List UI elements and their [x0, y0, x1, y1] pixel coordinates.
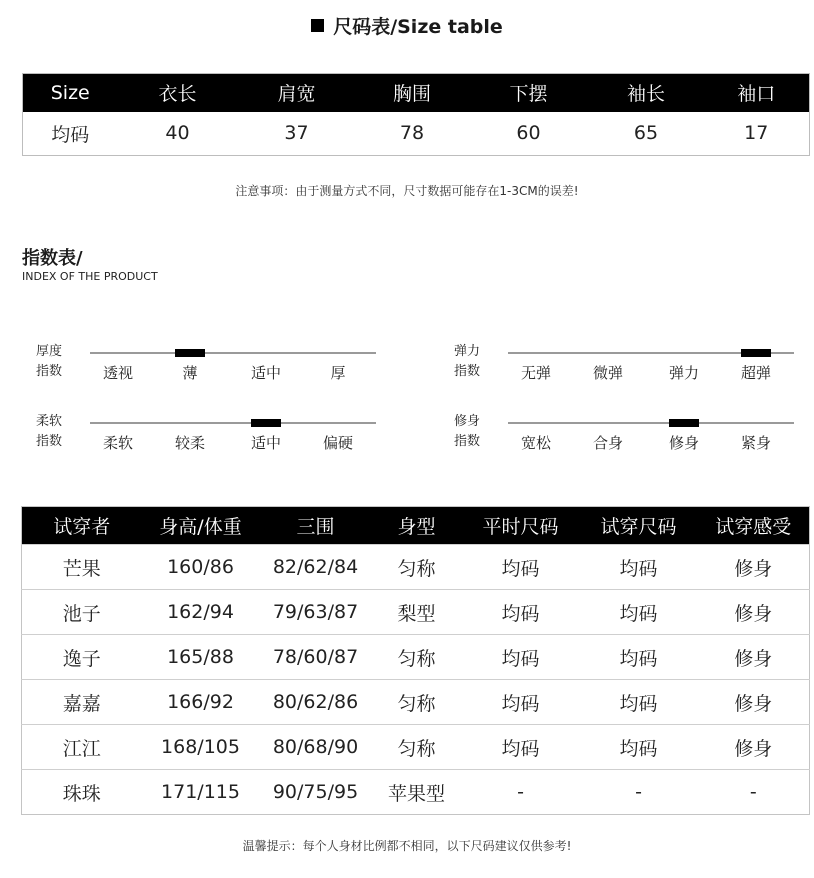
square-bullet-icon — [311, 19, 324, 32]
page-title — [0, 12, 814, 39]
try-on-cell: 苹果型 — [372, 770, 462, 815]
footer-note: 温馨提示：每个人身材比例都不相同，以下尺码建议仅供参考! — [242, 839, 572, 853]
table-row — [22, 635, 810, 680]
size-header-cell: 肩宽 — [238, 74, 356, 112]
scale-option: 偏硬 — [322, 434, 353, 452]
scale-track — [90, 422, 376, 424]
try-on-cell: 匀称 — [372, 545, 462, 590]
size-cell: 17 — [744, 122, 769, 145]
scale-label: 指数 — [36, 434, 63, 449]
size-table-header-row — [23, 74, 810, 112]
try-on-cell: - — [698, 770, 810, 815]
scale-marker — [741, 349, 771, 357]
try-on-header-cell: 身高/体重 — [142, 507, 260, 545]
size-cell: 均码 — [51, 123, 90, 146]
scale-label: 指数 — [454, 364, 481, 379]
size-cell: 40 — [165, 122, 190, 145]
scale-label: 弹力 — [454, 344, 481, 359]
try-on-cell: - — [580, 770, 698, 815]
scale-option: 超弹 — [740, 364, 771, 382]
size-cell: 78 — [399, 122, 425, 145]
scale-option: 厚 — [330, 364, 346, 382]
index-subtitle: INDEX OF THE PRODUCT — [22, 270, 158, 283]
softness-scale — [22, 412, 382, 462]
scale-track — [90, 352, 376, 354]
scale-label: 修身 — [454, 414, 481, 429]
try-on-cell: 梨型 — [372, 590, 462, 635]
try-on-cell: 修身 — [698, 725, 810, 770]
try-on-header-row — [22, 507, 810, 545]
try-on-table — [21, 506, 810, 815]
scale-option: 宽松 — [520, 434, 551, 452]
try-on-cell: 80/68/90 — [260, 725, 372, 770]
try-on-cell: 79/63/87 — [260, 590, 372, 635]
scale-marker — [669, 419, 699, 427]
try-on-cell: 逸子 — [22, 635, 142, 680]
try-on-cell: 均码 — [580, 590, 698, 635]
try-on-cell: 修身 — [698, 590, 810, 635]
try-on-cell: 珠珠 — [22, 770, 142, 815]
try-on-cell: 修身 — [698, 680, 810, 725]
try-on-cell: 168/105 — [142, 725, 260, 770]
table-row — [22, 680, 810, 725]
scale-label: 厚度 — [36, 344, 63, 359]
try-on-cell: 均码 — [580, 680, 698, 725]
table-row — [22, 590, 810, 635]
scale-track — [508, 422, 794, 424]
table-row — [22, 770, 810, 815]
size-header-cell: 袖长 — [589, 74, 704, 112]
try-on-header-cell: 试穿尺码 — [580, 507, 698, 545]
try-on-cell: 池子 — [22, 590, 142, 635]
try-on-cell: 芒果 — [22, 545, 142, 590]
scale-marker — [251, 419, 281, 427]
try-on-cell: 均码 — [462, 635, 580, 680]
size-header-cell: 衣长 — [118, 74, 238, 112]
try-on-cell: 匀称 — [372, 725, 462, 770]
try-on-cell: 162/94 — [142, 590, 260, 635]
thickness-scale — [22, 342, 382, 392]
try-on-header-cell: 试穿者 — [22, 507, 142, 545]
measurement-note: 注意事项：由于测量方式不同，尺寸数据可能存在1-3CM的误差! — [235, 184, 579, 198]
try-on-header-cell: 平时尺码 — [462, 507, 580, 545]
try-on-cell: 嘉嘉 — [22, 680, 142, 725]
index-title: 指数表/ — [22, 248, 83, 269]
size-table — [22, 73, 810, 156]
try-on-cell: 江江 — [22, 725, 142, 770]
scale-option: 较柔 — [174, 434, 205, 452]
try-on-header-cell: 身型 — [372, 507, 462, 545]
try-on-cell: 均码 — [462, 680, 580, 725]
try-on-cell: 均码 — [462, 725, 580, 770]
try-on-cell: 78/60/87 — [260, 635, 372, 680]
table-row — [22, 545, 810, 590]
elasticity-scale — [440, 342, 800, 392]
scale-option: 柔软 — [102, 434, 133, 452]
size-header-cell: 下摆 — [469, 74, 589, 112]
fit-scale — [440, 412, 800, 462]
scale-option: 薄 — [182, 364, 198, 382]
try-on-cell: 均码 — [580, 725, 698, 770]
size-header-cell: 胸围 — [356, 74, 469, 112]
size-header-cell: 袖口 — [704, 74, 810, 112]
scale-option: 无弹 — [520, 364, 551, 382]
try-on-header-cell: 试穿感受 — [698, 507, 810, 545]
scale-option: 适中 — [250, 434, 281, 452]
try-on-cell: 均码 — [462, 590, 580, 635]
scale-option: 紧身 — [740, 434, 771, 452]
try-on-cell: 均码 — [462, 545, 580, 590]
try-on-cell: 匀称 — [372, 635, 462, 680]
scale-option: 合身 — [592, 434, 623, 452]
table-row — [22, 725, 810, 770]
try-on-header-cell: 三围 — [260, 507, 372, 545]
table-row — [23, 112, 810, 156]
try-on-cell: 160/86 — [142, 545, 260, 590]
try-on-cell: 修身 — [698, 635, 810, 680]
size-header-cell: Size — [23, 74, 118, 112]
scale-option: 适中 — [250, 364, 281, 382]
scale-option: 透视 — [102, 364, 133, 382]
scale-label: 指数 — [36, 364, 63, 379]
try-on-cell: 82/62/84 — [260, 545, 372, 590]
try-on-cell: 171/115 — [142, 770, 260, 815]
size-cell: 60 — [516, 122, 541, 145]
scale-label: 柔软 — [36, 414, 63, 429]
try-on-cell: 均码 — [580, 545, 698, 590]
try-on-cell: 均码 — [580, 635, 698, 680]
scale-option: 微弹 — [592, 364, 623, 382]
try-on-cell: - — [462, 770, 580, 815]
try-on-cell: 166/92 — [142, 680, 260, 725]
try-on-cell: 165/88 — [142, 635, 260, 680]
try-on-cell: 80/62/86 — [260, 680, 372, 725]
size-cell: 65 — [633, 122, 659, 145]
scale-label: 指数 — [454, 434, 481, 449]
scale-option: 弹力 — [668, 364, 699, 382]
scale-marker — [175, 349, 205, 357]
size-cell: 37 — [284, 122, 309, 145]
page-title-text: 尺码表/Size table — [333, 16, 503, 38]
try-on-cell: 90/75/95 — [260, 770, 372, 815]
scale-option: 修身 — [668, 434, 699, 452]
try-on-cell: 匀称 — [372, 680, 462, 725]
try-on-cell: 修身 — [698, 545, 810, 590]
